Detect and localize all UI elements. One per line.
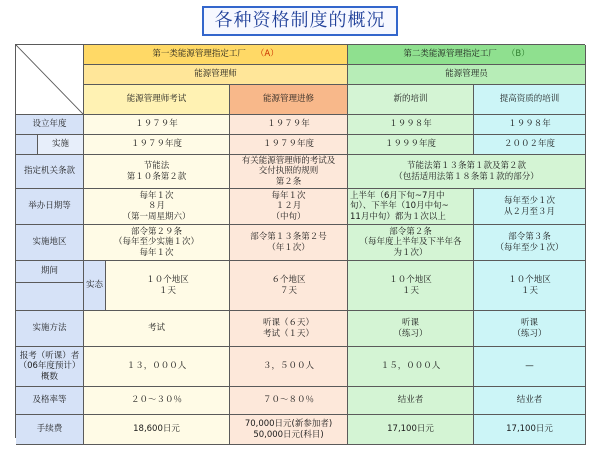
cell-pass-rate-2: ７０～８０％ (230, 387, 348, 415)
corner-cell (16, 45, 84, 115)
row-label-period-blank (16, 283, 84, 311)
cell-applicants-4: — (474, 347, 586, 387)
cell-schedule-3: 上半年（6月下旬~7月中 旬）、下半年（10月中旬~ 11月中旬）都为１次以上 (348, 189, 474, 225)
header-sub-2: 能源管理进修 (230, 85, 348, 115)
cell-established-2: １９７９年 (230, 115, 348, 135)
header-sub-1: 能源管理师考试 (84, 85, 230, 115)
cell-region-2: 部令第１３条第２号 （年１次） (230, 225, 348, 261)
page-title: 各种资格制度的概况 (202, 6, 398, 36)
row-label-fee: 手续费 (16, 415, 84, 445)
row-label-established: 设立年度 (16, 115, 84, 135)
cell-pass-rate-1: ２０～３０％ (84, 387, 230, 415)
cell-established-1: １９７９年 (84, 115, 230, 135)
header-col-a-tag: （A） (255, 49, 279, 60)
row-label-schedule: 举办日期等 (16, 189, 84, 225)
row-label-region: 实施地区 (16, 225, 84, 261)
cell-method-4: 听课 （练习） (474, 311, 586, 347)
cell-region-4: 部令第３条 （每年至少１次） (474, 225, 586, 261)
cell-fee-2: 70,000日元(新参加者) 50,000日元(科目) (230, 415, 348, 445)
cell-region-3: 部令第２条 （每年度上半年及下半年各 为１次） (348, 225, 474, 261)
cell-period-4: １０个地区 １天 (474, 261, 586, 311)
row-label-period: 期间 (16, 261, 84, 283)
header-col-a-title: 第一类能源管理指定工厂 (152, 49, 246, 60)
header-col-b-title: 第二类能源管理指定工厂 (403, 49, 497, 60)
cell-applicants-2: ３，５００人 (230, 347, 348, 387)
cell-schedule-1: 每年１次 ８月 （第一周星期六） (84, 189, 230, 225)
row-label-implemented-wrap (16, 135, 84, 155)
row-label-implemented: 实施 (38, 135, 83, 154)
header-col-b-tag: （B） (506, 49, 530, 60)
row-label-legal-basis: 指定机关条款 (16, 155, 84, 189)
cell-legal-basis-34: 节能法第１３条第１款及第２款 （包括适用法第１８条第１款的部分） (348, 155, 586, 189)
header-col-b (348, 45, 586, 65)
row-label-implemented-spacer (16, 135, 38, 154)
cell-applicants-3: １５，０００人 (348, 347, 474, 387)
header-col-a (84, 45, 348, 65)
header-sub-3: 新的培训 (348, 85, 474, 115)
cell-established-3: １９９８年 (348, 115, 474, 135)
overview-table (15, 44, 585, 438)
cell-legal-basis-2: 有关能源管理师的考试及 交付执照的规则 第２条 (230, 155, 348, 189)
cell-implemented-3: １９９９年度 (348, 135, 474, 155)
cell-method-3: 听课 （练习） (348, 311, 474, 347)
cell-schedule-2: 每年１次 １２月 （中旬） (230, 189, 348, 225)
cell-applicants-1: １３，０００人 (84, 347, 230, 387)
header-sub-4: 提高资质的培训 (474, 85, 586, 115)
cell-established-4: １９９８年 (474, 115, 586, 135)
cell-pass-rate-3: 结业者 (348, 387, 474, 415)
row-label-method: 实施方法 (16, 311, 84, 347)
cell-method-2: 听课（６天） 考试（１天） (230, 311, 348, 347)
cell-method-1: 考试 (84, 311, 230, 347)
cell-implemented-1: １９７９年度 (84, 135, 230, 155)
cell-fee-3: 17,100日元 (348, 415, 474, 445)
cell-region-1: 部令第２９条 （每年至少实施１次） 每年１次 (84, 225, 230, 261)
cell-fee-4: 17,100日元 (474, 415, 586, 445)
header-col-b-sub: 能源管理员 (348, 65, 586, 85)
cell-implemented-2: １９７９年度 (230, 135, 348, 155)
header-col-a-sub: 能源管理师 (84, 65, 348, 85)
diagonal-line-icon (16, 45, 83, 114)
row-label-applicants: 报考（听课）者 （06年度预计） 概数 (16, 347, 84, 387)
cell-period-3: １０个地区 １天 (348, 261, 474, 311)
cell-schedule-4: 每年至少１次 从２月至３月 (474, 189, 586, 225)
cell-legal-basis-1: 节能法 第１０条第２款 (84, 155, 230, 189)
cell-implemented-4: ２００２年度 (474, 135, 586, 155)
cell-pass-rate-4: 结业者 (474, 387, 586, 415)
cell-period-1-wrap (84, 261, 230, 311)
row-label-pass-rate: 及格率等 (16, 387, 84, 415)
cell-period-1: １０个地区 １天 (146, 275, 189, 296)
cell-fee-1: 18,600日元 (84, 415, 230, 445)
cell-period-2: ６个地区 ７天 (230, 261, 348, 311)
row-sublabel-actual: 实态 (84, 261, 106, 310)
